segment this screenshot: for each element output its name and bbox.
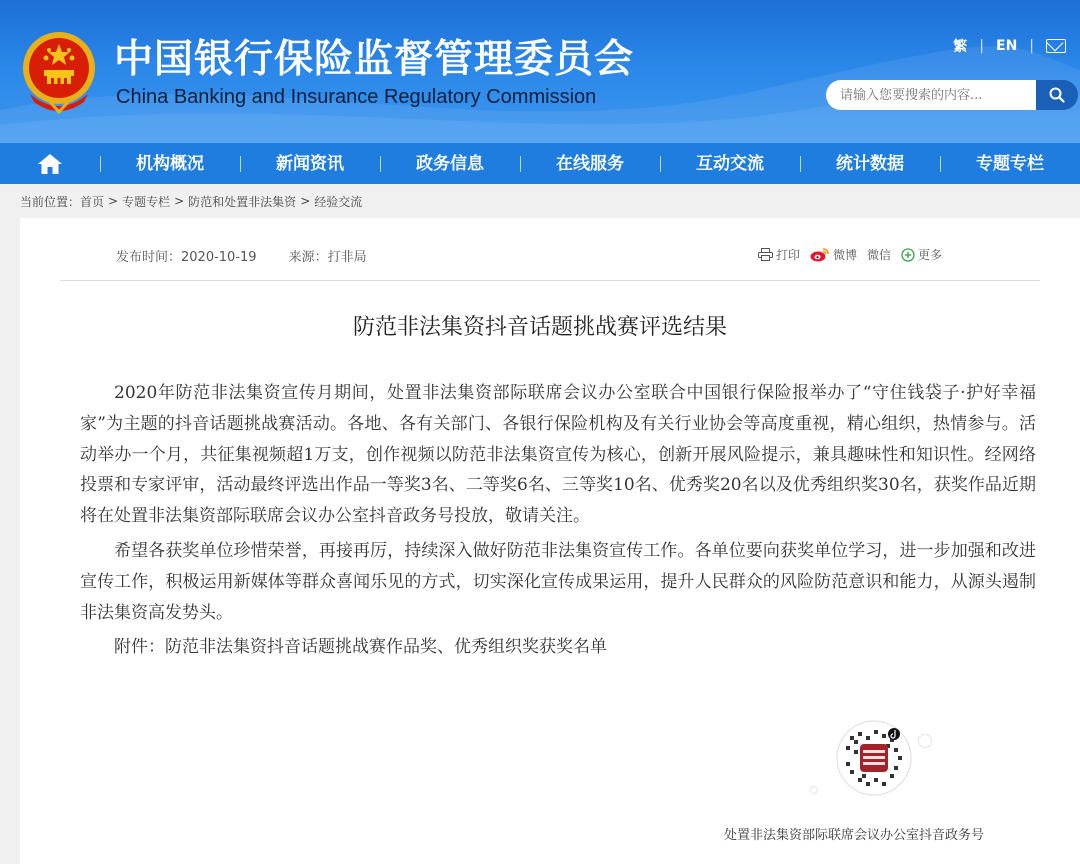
- qr-code-caption: 处置非法集资部际联席会议办公室抖音政务号: [724, 828, 985, 843]
- home-icon: [38, 154, 62, 174]
- breadcrumb: [20, 192, 362, 210]
- nav-home[interactable]: [0, 143, 100, 185]
- main-nav: [0, 142, 1080, 184]
- english-link[interactable]: EN: [996, 38, 1018, 54]
- douyin-qr-code: [836, 720, 912, 796]
- separator: |: [979, 38, 984, 54]
- nav-item-special-topics[interactable]: 专题专栏: [940, 143, 1080, 185]
- plus-circle-icon: [901, 248, 915, 262]
- nav-item-online-services[interactable]: 在线服务: [520, 143, 660, 185]
- wechat-label: 微信: [867, 248, 892, 262]
- nav-item-news[interactable]: 新闻资讯: [240, 143, 380, 185]
- print-label: 打印: [776, 248, 801, 262]
- wechat-share-button[interactable]: [867, 246, 891, 263]
- nav-item-government-info[interactable]: 政务信息: [380, 143, 520, 185]
- traditional-chinese-link[interactable]: 繁: [953, 39, 968, 55]
- site-title-english: China Banking and Insurance Regulatory Commission: [116, 86, 597, 108]
- search-input[interactable]: [826, 80, 1036, 110]
- nav-item-statistics[interactable]: 统计数据: [800, 143, 940, 185]
- publish-time: 发布时间：2020-10-19: [116, 250, 257, 265]
- site-title-chinese: 中国银行保险监督管理委员会: [114, 37, 635, 82]
- mail-icon[interactable]: [1046, 39, 1066, 53]
- meta-divider: [60, 280, 1040, 281]
- breadcrumb-special-topics[interactable]: 专题专栏: [122, 194, 171, 209]
- print-button[interactable]: [758, 246, 800, 263]
- weibo-share-button[interactable]: [810, 246, 857, 263]
- breadcrumb-label: 当前位置：: [20, 194, 81, 209]
- more-share-button[interactable]: [901, 246, 942, 263]
- nav-item-about[interactable]: 机构概况: [100, 143, 240, 185]
- breadcrumb-home[interactable]: 首页: [80, 194, 105, 209]
- search-button[interactable]: [1036, 80, 1078, 110]
- article-container: [20, 218, 1080, 864]
- breadcrumb-separator: >: [174, 194, 185, 208]
- article-body: [80, 378, 1036, 667]
- article-paragraph: 希望各获奖单位珍惜荣誉，再接再厉，持续深入做好防范非法集资宣传工作。各单位要向获奖单位学习，进一步加强和改进宣传工作，积极运用新媒体等群众喜闻乐见的方式，切实深化宣传成果运用，提升人民群众的风险防范意识和能力，从源头遏制非法集资高发势头。: [80, 540, 1036, 623]
- article-meta: [116, 246, 367, 265]
- search-icon: [1049, 87, 1065, 103]
- national-emblem-icon[interactable]: [20, 28, 98, 114]
- weibo-label: 微博: [833, 248, 858, 262]
- weibo-icon: [810, 247, 830, 262]
- share-bar: [758, 246, 952, 263]
- article-source: 来源：打非局: [288, 250, 367, 265]
- separator: |: [1029, 38, 1034, 54]
- breadcrumb-illegal-fundraising[interactable]: 防范和处置非法集资: [188, 194, 297, 209]
- article-title: 防范非法集资抖音话题挑战赛评选结果: [352, 315, 727, 340]
- site-header: [0, 0, 1080, 142]
- top-links: [953, 36, 1066, 56]
- decoration-circle: [918, 734, 932, 748]
- article-attachment: 附件：防范非法集资抖音话题挑战赛作品奖、优秀组织奖获奖名单: [114, 637, 607, 658]
- nav-item-interaction[interactable]: 互动交流: [660, 143, 800, 185]
- more-label: 更多: [918, 248, 943, 262]
- breadcrumb-separator: >: [108, 194, 119, 208]
- article-paragraph: 2020年防范非法集资宣传月期间，处置非法集资部际联席会议办公室联合中国银行保险报举办了“守住钱袋子·护好幸福家”为主题的抖音话题挑战赛活动。各地、各有关部门、各银行保险机构及有关行业协会等高度重视，精心组织，热情参与。活动举办一个月，共征集视频超1万支，创作视频以防范非法集资宣传为核心，创新开展风险提示，兼具趣味性和知识性。经网络投票和专家评审，活动最终评选出作品一等奖3名、二等奖6名、三等奖10名、优秀奖20名以及优秀组织奖30名，获奖作品近期将在处置非法集资部际联席会议办公室抖音政务号投放，敬请关注。: [80, 383, 1036, 527]
- breadcrumb-separator: >: [300, 194, 311, 208]
- printer-icon: [758, 248, 773, 261]
- breadcrumb-experience-exchange[interactable]: 经验交流: [314, 194, 363, 209]
- decoration-circle: [810, 786, 818, 794]
